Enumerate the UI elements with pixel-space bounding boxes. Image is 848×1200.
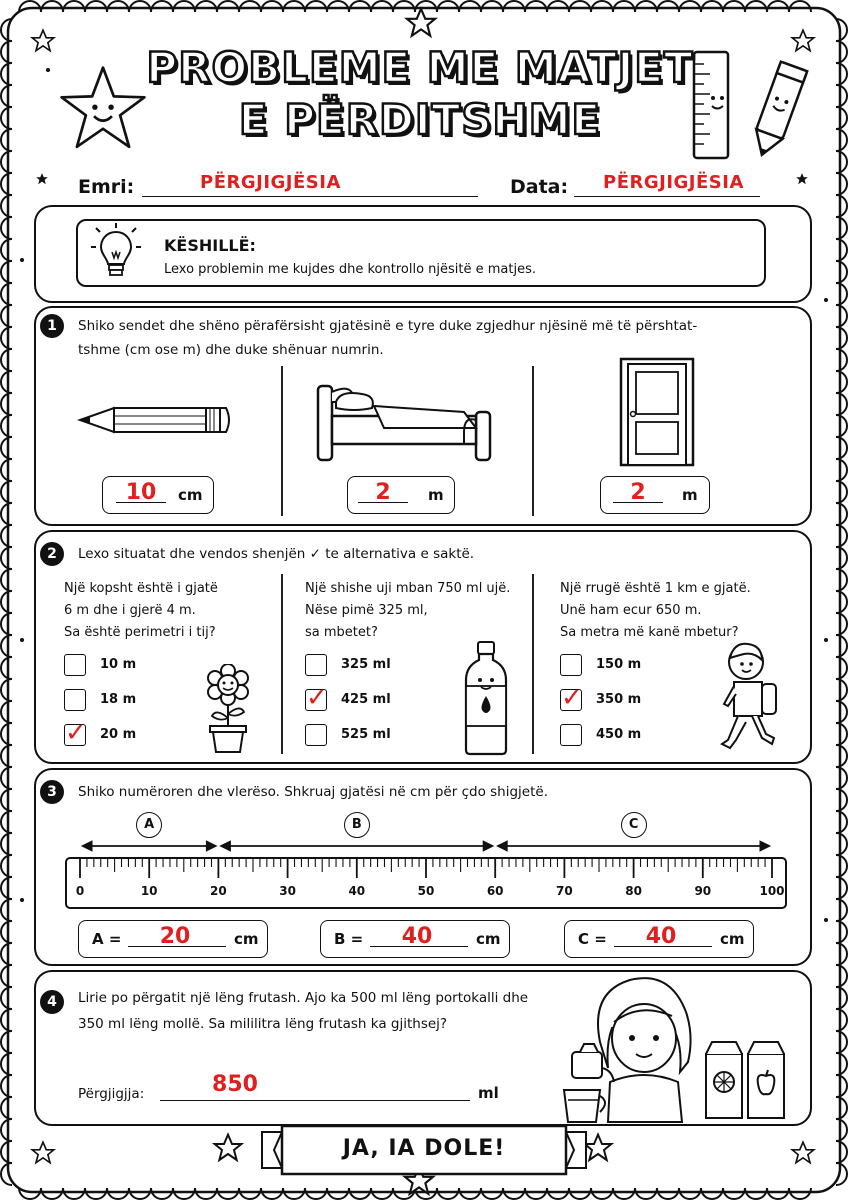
answer-pencil-unit: cm [178,486,203,504]
ruler-tick-label: 30 [279,884,296,898]
option-label: 325 ml [341,657,391,672]
answer-door-value: 2 [630,480,646,505]
question-4-text-line-2: 350 ml lëng mollë. Sa mililitra lëng frutash ka gjithsej? [78,1016,448,1032]
answer-value: 40 [645,924,677,949]
problem-1-line: 6 m dhe i gjerë 4 m. [64,603,196,618]
date-label: Data: [510,176,569,198]
question-2-number: 2 [40,542,64,566]
ruler-tick-label: 80 [625,884,642,898]
ruler-tick-label: 0 [75,884,85,898]
option-label: 525 ml [341,727,391,742]
arrowhead [82,841,92,851]
problem-2-line: Nëse pimë 325 ml, [305,603,428,618]
answer-unit: cm [720,930,745,948]
ruler-tick-label: 50 [417,884,435,898]
answer-label: Përgjigjja: [78,1086,145,1102]
arrowhead [206,841,216,851]
problem-2-line: sa mbetet? [305,625,378,640]
tip-title: KËSHILLË: [164,236,256,255]
arrow-letter: C [621,812,647,838]
ruler-tick-label: 90 [694,884,712,898]
answer-label: A = [92,930,122,948]
answer-line[interactable] [160,1100,470,1101]
arrow-letter: A [136,812,162,838]
question-1-text-line-1: Shiko sendet dhe shëno përafërsisht gjatësinë e tyre duke zgjedhur njësinë më të përshtat- [78,318,698,334]
problem-3-line: Sa metra më kanë mbetur? [560,625,739,640]
question-2-text: Lexo situatat dhe vendos shenjën ✓ te alternativa e saktë. [78,546,475,562]
answer-unit: cm [476,930,501,948]
title-line-1: PROBLEME ME MATJET [146,43,694,92]
checkmark-icon: ✓ [561,683,583,713]
arrowhead [760,841,770,851]
footer-banner-text: JA, IA DOLE! [342,1136,506,1161]
arrowhead [220,841,230,851]
answer-value: 40 [401,924,433,949]
checkmark-icon: ✓ [306,683,328,713]
option-label: 150 m [596,657,642,672]
answer-label: C = [578,930,607,948]
answer-pencil-value: 10 [125,480,157,505]
problem-1-line: Sa është perimetri i tij? [64,625,216,640]
option-label: 425 ml [341,692,391,707]
answer-value: 850 [212,1072,258,1097]
question-1-number: 1 [40,314,64,338]
question-3-number: 3 [40,780,64,804]
arrow-letter: B [344,812,370,838]
problem-3-line: Unë ham ecur 650 m. [560,603,702,618]
option-label: 18 m [100,692,137,707]
name-label: Emri: [78,176,135,198]
problem-3-line: Një rrugë është 1 km e gjatë. [560,581,751,596]
arrowhead [483,841,493,851]
ruler-tick-label: 40 [348,884,366,898]
answer-unit: ml [478,1084,499,1102]
option-label: 10 m [100,657,137,672]
option-label: 20 m [100,727,137,742]
option-label: 450 m [596,727,642,742]
name-value: PËRGJIGJËSIA [200,172,341,193]
answer-value: 20 [159,924,191,949]
problem-1-line: Një kopsht është i gjatë [64,581,218,596]
problem-2-line: Një shishe uji mban 750 ml ujë. [305,581,511,596]
question-4-number: 4 [40,990,64,1014]
ruler-tick-label: 20 [210,884,227,898]
ruler-tick-label: 60 [486,884,504,898]
answer-unit: cm [234,930,259,948]
arrowhead [497,841,507,851]
answer-bed-value: 2 [375,480,391,505]
answer-bed-unit: m [428,486,444,504]
question-4-text-line-1: Lirie po përgatit një lëng frutash. Ajo ka 500 ml lëng portokalli dhe [78,990,529,1006]
option-label: 350 m [596,692,642,707]
question-1-text-line-2: tshme (cm ose m) dhe duke shënuar numrin. [78,342,384,358]
question-3-text: Shiko numëroren dhe vlerëso. Shkruaj gjatësi në cm për çdo shigjetë. [78,784,548,800]
answer-label: B = [334,930,364,948]
checkmark-icon: ✓ [65,718,87,748]
ruler-tick-label: 70 [556,884,573,898]
date-value: PËRGJIGJËSIA [603,172,744,193]
girl-juice-icon [560,972,800,1124]
ruler-tick-label: 100 [759,884,785,898]
answer-door-unit: m [682,486,698,504]
ruler-tick-label: 10 [140,884,158,898]
title-line-2: E PËRDITSHME [238,95,602,144]
tip-text: Lexo problemin me kujdes dhe kontrollo njësitë e matjes. [164,262,536,277]
